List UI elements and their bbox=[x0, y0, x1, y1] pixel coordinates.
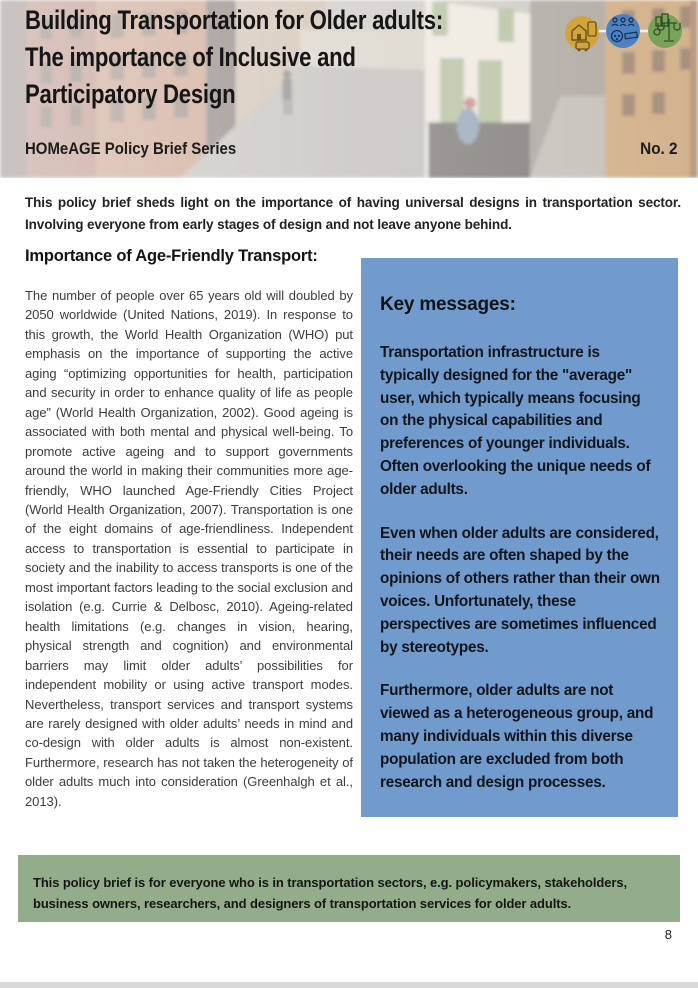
theme-icons bbox=[556, 6, 691, 56]
key-message-item: Even when older adults are considered, their needs are often shaped by the opinions of others rather than their own voices. Unfortunately, these perspectives are sometimes influenced by stereotypes. bbox=[380, 524, 660, 656]
audience-note-text: This policy brief is for everyone who is in transportation sectors, e.g. policymakers, stakeholders, business owners, researchers, and designers of transportation services for older adults. bbox=[33, 875, 627, 911]
section-heading: Importance of Age-Friendly Transport: bbox=[25, 247, 318, 265]
title-line-1: Building Transportation for Older adults: bbox=[25, 5, 443, 35]
key-message-item: Furthermore, older adults are not viewed as a heterogeneous group, and many individuals within this diverse population are excluded from both research and design processes. bbox=[380, 682, 654, 791]
body-text: The number of people over 65 years old will doubled by 2050 worldwide (United Nations, 2019). In response to this growth, the World Health Organization (WHO) put emphasis on the importance of supporting the active aging “optimizing opportunities for health, participation and security in order to enhance quality of life as people age” (World Health Organization, 2002). Good ageing is associated with both mental and physical well-being. To promote active ageing and to support governments around the world in making their communities more age-friendly, WHO launched Age-Friendly Cities Project (World Health Organization, 2007). Transportation is one of the eight domains of age-friendliness. Independent access to transportation is essential to participate in society and the inability to access transports is one of the most important factors leading to the social exclusion and isolation (e.g. Currie & Delbosc, 2010). Ageing-related health limitations (e.g. changes in vision, hearing, physical strength and cognition) and environmental barriers may limit older adults’ possibilities for independent mobility or using active transport modes. Nevertheless, transport services and transport systems are rarely designed with older adults’ needs in mind and co-design with older adults is almost non-existent. Furthermore, research has not taken the heterogeneity of older adults much into consideration (Greenhalgh et al., 2013). bbox=[25, 288, 353, 809]
key-messages-heading: Key messages: bbox=[380, 294, 516, 315]
title-line-2: The importance of Inclusive and bbox=[25, 42, 356, 72]
page-number: 8 bbox=[664, 927, 672, 942]
page-bottom-edge bbox=[0, 982, 698, 988]
page-title bbox=[25, 2, 443, 113]
key-messages-box bbox=[361, 258, 678, 817]
title-line-3: Participatory Design bbox=[25, 79, 236, 109]
policy-justice-icon bbox=[648, 14, 682, 48]
community-participation-icon bbox=[606, 14, 640, 48]
audience-note-box bbox=[18, 855, 680, 922]
header-banner bbox=[0, 0, 698, 178]
issue-number: No. 2 bbox=[640, 139, 678, 158]
key-message-item: Transportation infrastructure is typically designed for the "average" user, which typically means focusing on the physical capabilities and preferences of younger individuals. Often overlooking the unique needs of older adults. bbox=[380, 344, 651, 498]
housing-mobility-icon bbox=[565, 16, 599, 51]
series-row bbox=[25, 139, 678, 159]
intro-paragraph: This policy brief sheds light on the importance of having universal designs in transportation sector. Involving everyone from early stages of design and not leave anyone behind. bbox=[25, 195, 681, 232]
series-label: HOMeAGE Policy Brief Series bbox=[25, 139, 237, 158]
